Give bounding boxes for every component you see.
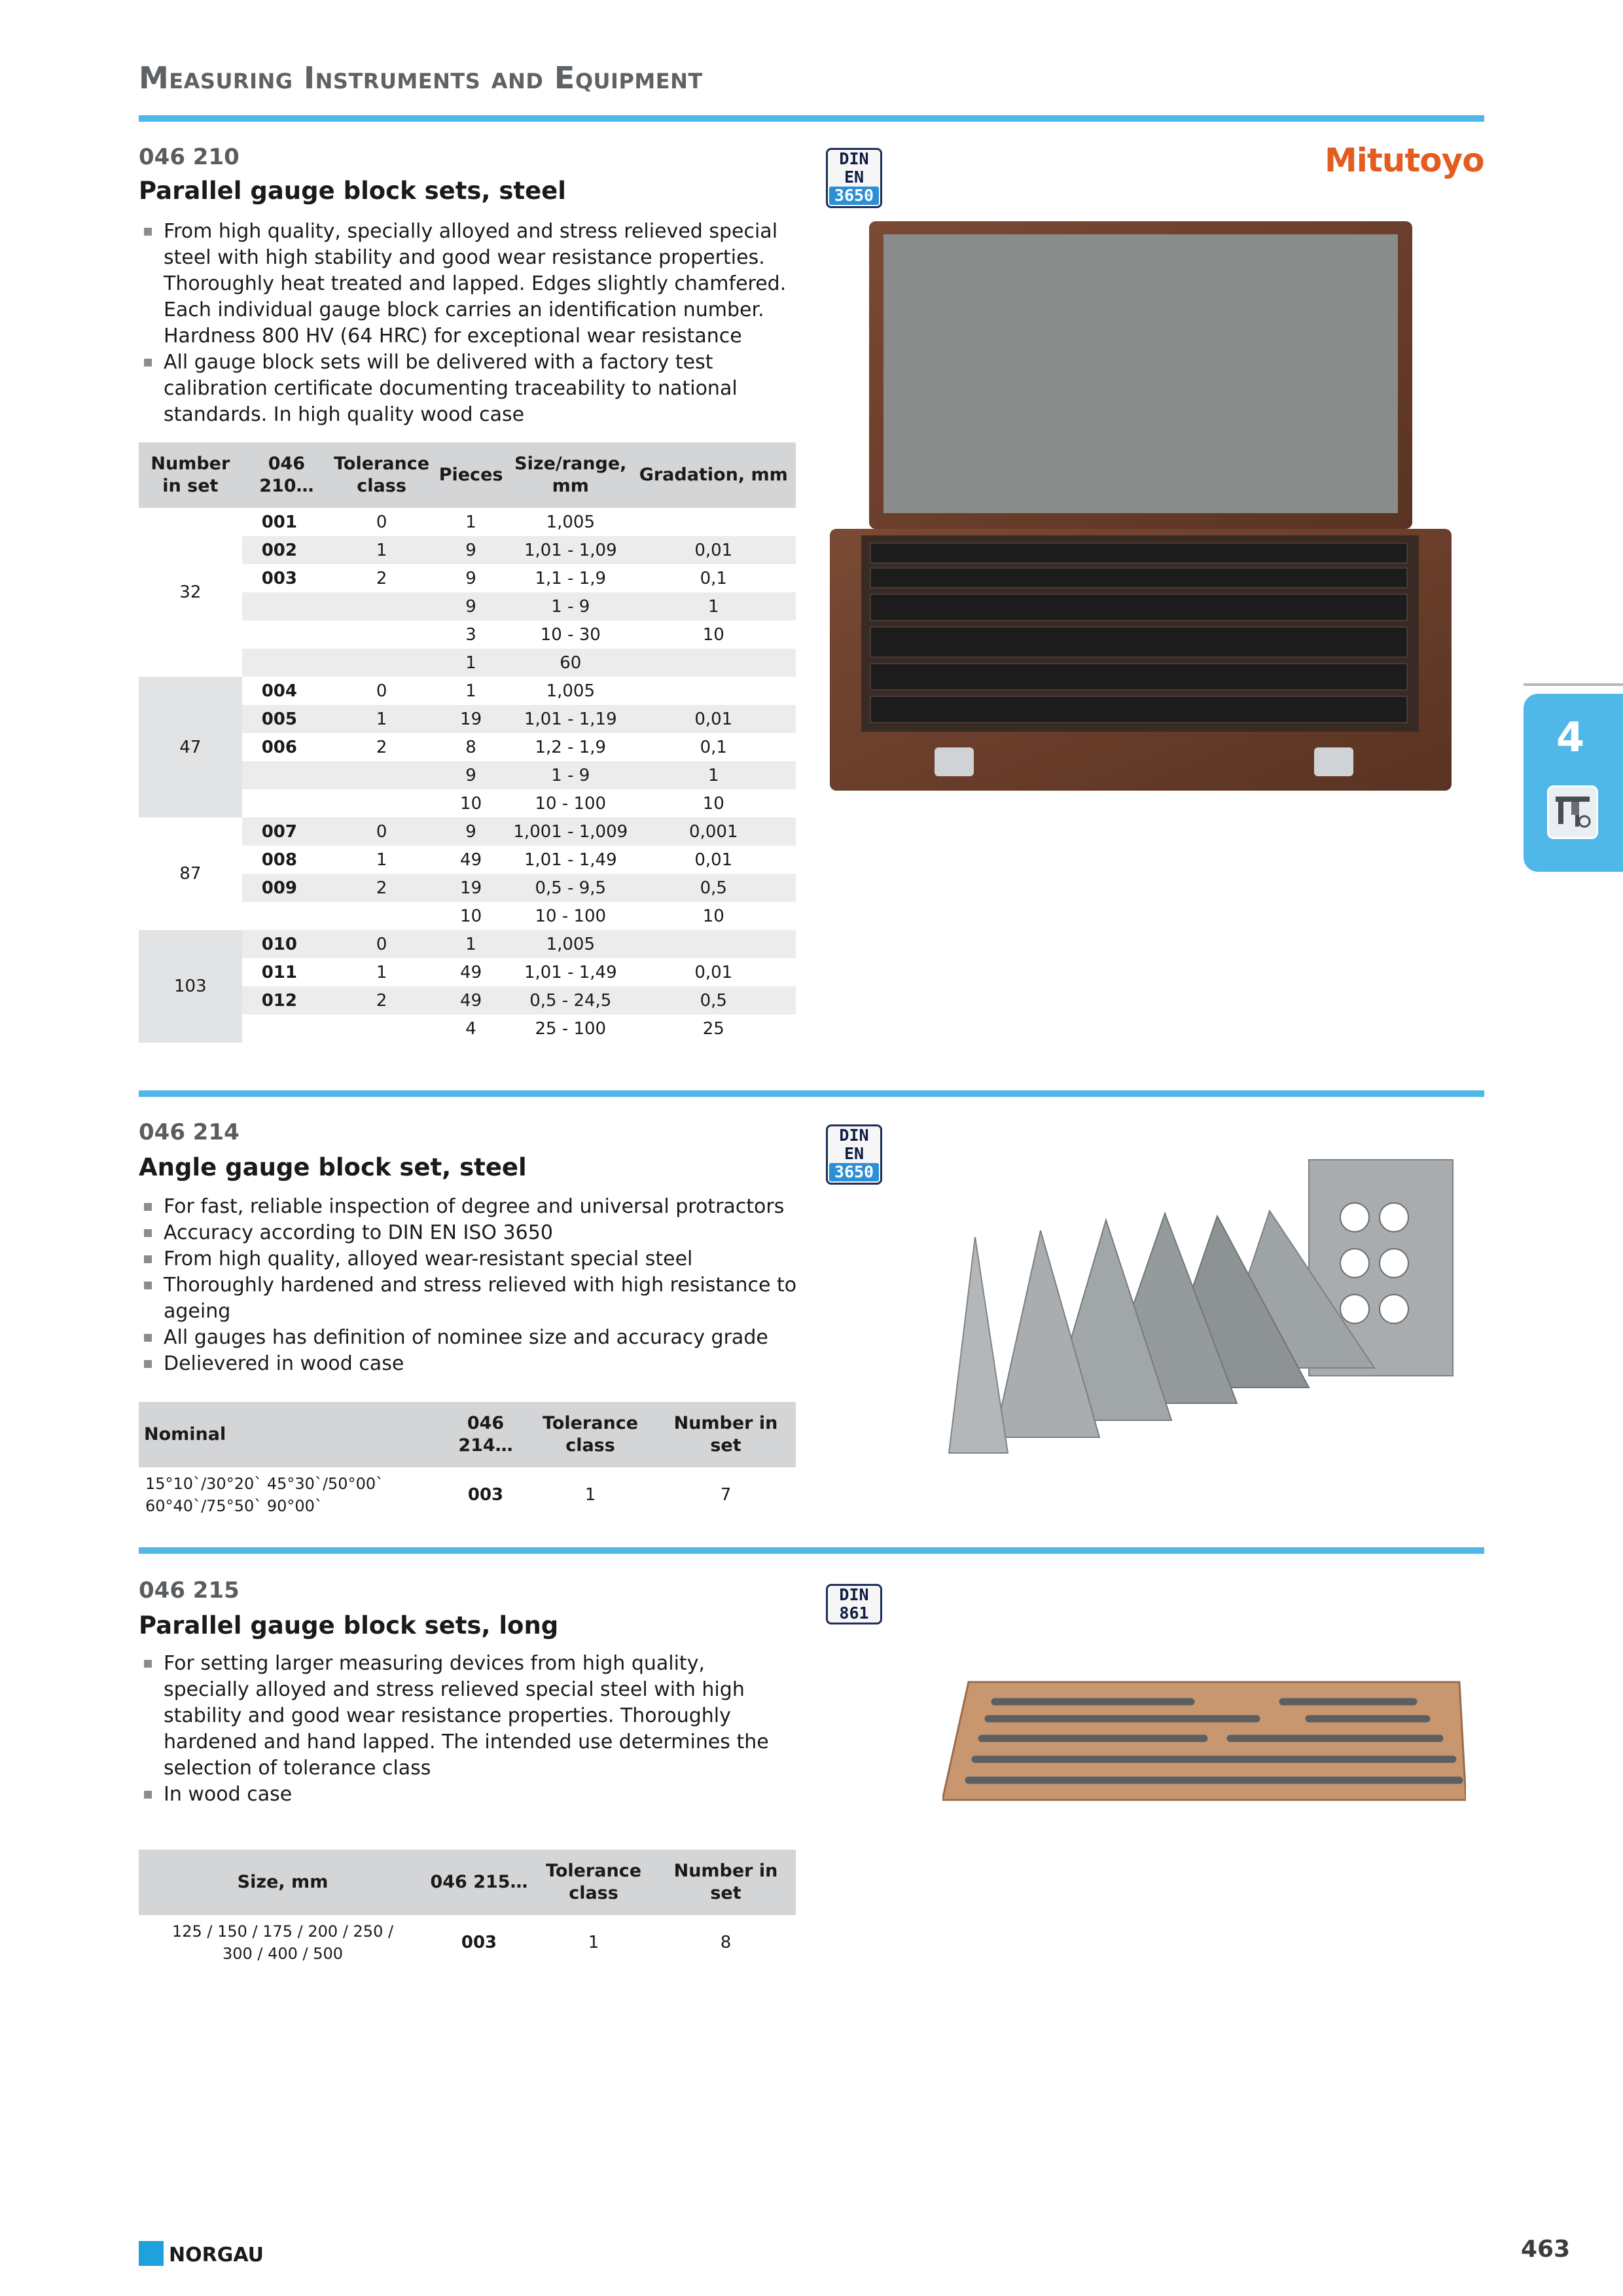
tolerance-cell <box>331 789 432 817</box>
caliper-icon <box>1547 785 1598 839</box>
set-count-cell: 87 <box>139 817 242 930</box>
code-cell: 001 <box>261 512 297 532</box>
norgau-logo-text: NORGAU <box>169 2244 264 2267</box>
tolerance-cell <box>331 620 432 649</box>
pieces-cell: 10 <box>460 793 482 814</box>
tolerance-cell <box>331 649 432 677</box>
table-row <box>139 817 796 846</box>
gradation-cell <box>632 508 796 536</box>
size-range-cell: 1,01 - 1,19 <box>510 705 631 733</box>
gradation-cell: 0,01 <box>632 536 796 564</box>
code-cell: 002 <box>242 536 331 564</box>
section1-bullets <box>141 219 796 428</box>
code-cell: 011 <box>261 962 297 982</box>
gradation-cell: 1 <box>632 592 796 620</box>
bullet-item: For fast, reliable inspection of degree and universal protractors <box>141 1194 835 1220</box>
code-cell <box>242 1014 331 1043</box>
col-number-in-set: Number in set <box>656 1402 796 1467</box>
din-en-badge <box>826 148 882 208</box>
set-count-cell: 47 <box>139 677 242 817</box>
tolerance-cell: 0 <box>376 681 387 701</box>
tolerance-cell: 1 <box>376 850 387 870</box>
col-tolerance: Tolerance class <box>331 442 432 508</box>
gradation-cell: 0,5 <box>632 986 796 1014</box>
section3-number: 046 215 <box>139 1577 240 1604</box>
section2-number: 046 214 <box>139 1119 240 1145</box>
size-range-cell: 10 - 100 <box>535 906 607 926</box>
tab-rule <box>1524 683 1623 686</box>
size-range-cell: 0,5 - 24,5 <box>510 986 631 1014</box>
set-count-cell: 103 <box>139 930 242 1043</box>
code-cell: 007 <box>242 817 331 846</box>
pieces-cell: 10 <box>460 906 482 926</box>
section2-title: Angle gauge block set, steel <box>139 1153 527 1181</box>
tolerance-cell: 0 <box>331 817 432 846</box>
size-range-cell: 1,001 - 1,009 <box>510 817 631 846</box>
pieces-cell: 9 <box>432 536 510 564</box>
pieces-cell: 19 <box>432 705 510 733</box>
pieces-cell: 3 <box>465 624 476 645</box>
gradation-cell: 0,1 <box>700 568 727 588</box>
gradation-cell: 0,01 <box>694 850 733 870</box>
pieces-cell: 49 <box>460 962 482 982</box>
size-range-cell: 10 - 30 <box>540 624 601 645</box>
size-range-cell: 1,005 <box>510 930 631 958</box>
size-range-cell: 60 <box>510 649 631 677</box>
tolerance-cell: 1 <box>331 536 432 564</box>
tolerance-cell <box>331 1014 432 1043</box>
number-cell: 8 <box>720 1933 732 1952</box>
badge-line1: DIN EN <box>839 149 869 187</box>
size-range-cell: 1,005 <box>546 681 595 701</box>
code-cell: 010 <box>242 930 331 958</box>
size-range-cell: 1,01 - 1,49 <box>524 850 617 870</box>
code-cell: 009 <box>242 874 331 902</box>
size-range-cell: 10 - 100 <box>535 793 607 814</box>
header-rule <box>139 115 1484 122</box>
nominal-line: 15°10`/30°20` 45°30`/50°00` <box>145 1475 384 1493</box>
section3-rule <box>139 1547 1484 1554</box>
col-size-range: Size/range, mm <box>510 442 631 508</box>
col-number-in-set: Number in set <box>139 442 242 508</box>
table-row <box>139 1467 796 1522</box>
pieces-cell: 8 <box>465 737 476 757</box>
gradation-cell: 0,1 <box>700 737 727 757</box>
angle-gauge-photo <box>942 1152 1459 1460</box>
badge-line1: DIN EN <box>839 1126 869 1163</box>
code-cell: 004 <box>261 681 297 701</box>
tolerance-cell: 2 <box>331 986 432 1014</box>
gauge-block-case-photo <box>830 221 1452 795</box>
code-cell <box>242 592 331 620</box>
tolerance-cell: 1 <box>584 1485 596 1505</box>
code-cell <box>242 902 331 930</box>
tolerance-cell <box>331 902 432 930</box>
code-cell <box>242 620 331 649</box>
code-cell: 005 <box>242 705 331 733</box>
tolerance-cell: 1 <box>588 1933 599 1952</box>
gradation-cell: 0,001 <box>632 817 796 846</box>
pieces-cell: 1 <box>465 681 476 701</box>
gradation-cell: 10 <box>702 906 724 926</box>
tolerance-cell: 1 <box>376 962 387 982</box>
norgau-logo-mark <box>139 2241 164 2266</box>
pieces-cell: 1 <box>432 930 510 958</box>
col-tolerance: Tolerance class <box>531 1850 656 1915</box>
bullet-item: For setting larger measuring devices from high quality, specially alloyed and stress relieved special steel with high stability and good wear resistance properties. Thoroughly hardened and hand lapped. The intended use determines the selection of tolerance class <box>141 1651 796 1782</box>
pieces-cell: 4 <box>465 1018 476 1039</box>
col-gradation: Gradation, mm <box>632 442 796 508</box>
gradation-cell <box>632 649 796 677</box>
pieces-cell: 1 <box>465 512 476 532</box>
gauge-block-table-body <box>139 508 796 1043</box>
bullet-item: Delievered in wood case <box>141 1351 835 1377</box>
nominal-cell <box>139 1467 446 1522</box>
bullet-item: Accuracy according to DIN EN ISO 3650 <box>141 1220 835 1246</box>
col-nominal: Nominal <box>139 1402 446 1467</box>
number-cell: 7 <box>720 1485 732 1505</box>
bullet-item: All gauges has definition of nominee size and accuracy grade <box>141 1325 835 1351</box>
gradation-cell: 0,5 <box>632 874 796 902</box>
code-cell: 006 <box>261 737 297 757</box>
code-cell <box>242 789 331 817</box>
tolerance-cell <box>331 592 432 620</box>
size-cell <box>139 1915 427 1970</box>
long-gauge-table <box>139 1850 796 1970</box>
size-range-cell: 25 - 100 <box>535 1018 607 1039</box>
long-gauge-case-photo <box>942 1676 1466 1806</box>
page-number: 463 <box>1521 2236 1571 2263</box>
gradation-cell <box>632 930 796 958</box>
section1-title: Parallel gauge block sets, steel <box>139 177 566 205</box>
tolerance-cell: 2 <box>331 874 432 902</box>
size-line: 300 / 400 / 500 <box>222 1945 344 1963</box>
pieces-cell: 49 <box>460 850 482 870</box>
nominal-line: 60°40`/75°50` 90°00` <box>145 1497 323 1515</box>
pieces-cell: 9 <box>465 568 476 588</box>
table-row <box>139 930 796 958</box>
set-count-cell: 32 <box>139 508 242 677</box>
col-tolerance: Tolerance class <box>525 1402 656 1467</box>
size-range-cell: 1,005 <box>546 512 595 532</box>
col-code: 046 214… <box>446 1402 525 1467</box>
bullet-item: Thoroughly hardened and stress relieved with high resistance to ageing <box>141 1272 835 1325</box>
table-row <box>139 1915 796 1970</box>
code-cell: 003 <box>261 568 297 588</box>
pieces-cell: 49 <box>432 986 510 1014</box>
size-line: 125 / 150 / 175 / 200 / 250 / <box>171 1922 394 1941</box>
gradation-cell: 0,01 <box>694 962 733 982</box>
code-cell: 003 <box>461 1933 497 1952</box>
tolerance-cell: 2 <box>376 568 387 588</box>
col-number-in-set: Number in set <box>656 1850 796 1915</box>
badge-line2: 3650 <box>829 1163 879 1181</box>
gradation-cell: 10 <box>702 624 724 645</box>
size-range-cell: 1,2 - 1,9 <box>535 737 607 757</box>
code-cell <box>242 649 331 677</box>
pieces-cell: 9 <box>432 592 510 620</box>
table-row <box>139 508 796 536</box>
code-cell <box>242 761 331 789</box>
section2-bullets <box>141 1194 835 1377</box>
chapter-number: 4 <box>1556 713 1585 761</box>
gradation-cell: 25 <box>702 1018 724 1039</box>
gradation-cell: 1 <box>632 761 796 789</box>
size-range-cell: 1,01 - 1,09 <box>510 536 631 564</box>
gradation-cell <box>632 677 796 705</box>
tolerance-cell: 0 <box>376 512 387 532</box>
angle-gauge-table <box>139 1402 796 1522</box>
gradation-cell: 0,01 <box>632 705 796 733</box>
din-badge <box>826 1584 882 1624</box>
gradation-cell: 10 <box>702 793 724 814</box>
bullet-item: From high quality, specially alloyed and stress relieved special steel with high stability and good wear resistance properties. Thoroughly heat treated and lapped. Edges slightly chamfered. Each individual gauge block carries an identification number. Hardness 800 HV (64 HRC) for exceptional wear resistance <box>141 219 796 350</box>
tolerance-cell: 1 <box>331 705 432 733</box>
col-code: 046 210… <box>242 442 331 508</box>
size-range-cell: 1,1 - 1,9 <box>535 568 607 588</box>
pieces-cell: 1 <box>432 649 510 677</box>
din-en-badge <box>826 1124 882 1185</box>
col-size: Size, mm <box>139 1850 427 1915</box>
code-cell: 008 <box>261 850 297 870</box>
size-range-cell: 1 - 9 <box>510 761 631 789</box>
size-range-cell: 1 - 9 <box>510 592 631 620</box>
section3-title: Parallel gauge block sets, long <box>139 1611 559 1640</box>
gauge-block-table <box>139 442 796 1043</box>
mitutoyo-logo: Mitutoyo <box>1325 141 1484 179</box>
code-cell: 012 <box>242 986 331 1014</box>
pieces-cell: 9 <box>432 761 510 789</box>
table-row <box>139 677 796 705</box>
bullet-item: In wood case <box>141 1782 796 1808</box>
bullet-item: From high quality, alloyed wear-resistant special steel <box>141 1246 835 1272</box>
col-pieces: Pieces <box>432 442 510 508</box>
tolerance-cell <box>331 761 432 789</box>
page-header-title: Measuring Instruments and Equipment <box>139 60 703 96</box>
badge-line2: 3650 <box>829 187 879 205</box>
code-cell: 003 <box>467 1485 504 1505</box>
badge-line1: DIN <box>839 1585 869 1604</box>
size-range-cell: 0,5 - 9,5 <box>510 874 631 902</box>
pieces-cell: 9 <box>432 817 510 846</box>
tolerance-cell: 2 <box>376 737 387 757</box>
section1-number: 046 210 <box>139 144 240 170</box>
pieces-cell: 19 <box>432 874 510 902</box>
col-code: 046 215… <box>427 1850 531 1915</box>
section3-bullets <box>141 1651 796 1808</box>
tolerance-cell: 0 <box>331 930 432 958</box>
bullet-item: All gauge block sets will be delivered with a factory test calibration certificate documenting traceability to national standards. In high quality wood case <box>141 350 796 428</box>
section2-rule <box>139 1090 1484 1097</box>
badge-line2: 861 <box>839 1604 869 1623</box>
size-range-cell: 1,01 - 1,49 <box>524 962 617 982</box>
